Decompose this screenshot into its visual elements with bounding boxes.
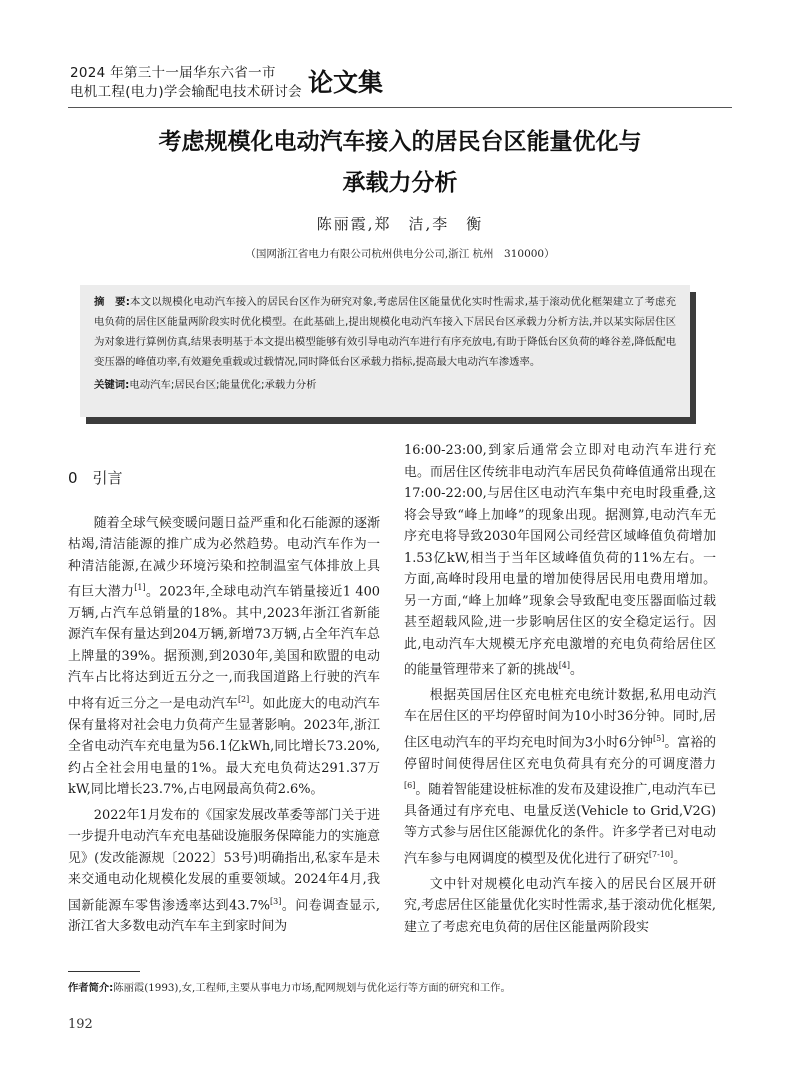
conference-line-2: 电机工程(电力)学会输配电技术研讨会 — [70, 84, 302, 100]
citation: [6] — [404, 781, 416, 791]
footnote-text: 陈丽霞(1993),女,工程师,主要从事电力市场,配网规划与优化运行等方面的研究和工作。 — [113, 982, 511, 994]
text-run: 。 — [673, 851, 687, 867]
proceedings-badge: 论文集 — [308, 68, 384, 97]
text-run: 随着全球气候变暖问题日益严重和化石能源的逐渐枯竭,清洁能源的推广成为必然趋势。电动汽车作为一种清洁能源,在减少环境污染和控制温室气体排放上具有巨大潜力 — [68, 515, 380, 600]
paragraph — [404, 440, 716, 681]
header-rule — [68, 107, 732, 108]
author-list: 陈丽霞,郑 洁,李 衡 — [316, 215, 484, 233]
text-run: 。问卷调查显示,浙江省大多数电动汽车车主到家时间为 — [68, 897, 380, 935]
running-header — [70, 62, 730, 108]
paper-title — [60, 122, 740, 204]
paragraph — [68, 513, 380, 801]
footnote-label: 作者简介: — [68, 982, 114, 994]
text-run: 。随着智能建设桩标准的发布及建设推广,电动汽车已具备通过有序充电、电量反送(Vehicle to Grid,V2G)等方式参与居住区能源优化的条件。许多学者已对电动汽车参与电网调度的模型及优化进行了研究 — [404, 782, 716, 867]
keywords-text: 电动汽车;居民台区;能量优化;承载力分析 — [129, 379, 317, 391]
paragraph: 文中针对规模化电动汽车接入的居民台区展开研究,考虑居住区能量优化实时性需求,基于滚动优化框架,建立了考虑充电负荷的居住区能量两阶段实 — [404, 876, 716, 935]
conference-name — [70, 64, 302, 102]
citation: [2] — [237, 694, 250, 704]
keywords — [94, 375, 676, 395]
text-run: 。富裕的停留时间使得居住区充电负荷具有充分的可调度潜力 — [404, 735, 716, 772]
citation: [3] — [270, 896, 282, 906]
text-run: 16:00-23:00,到家后通常会立即对电动汽车进行充电。而居住区传统非电动汽车居民负荷峰值通常出现在17:00-22:00,与居住区电动汽车集中充电时段重叠,这将会导致“峰上加峰”的现象出现。据测算,电动汽车无序充电将导致2030年国网公司经营区域峰值负荷增加1.53亿kW,相当于当年区域峰值负荷的11%左右。一方面,高峰时段用电量的增加使得居民用电费用增加。另一方面,“峰上加峰”现象会导致配电变压器面临过载甚至超载风险,进一步影响居住区的安全稳定运行。因此,电动汽车大规模无序充电激增的充电负荷给居住区的能量管理带来了新的挑战 — [404, 443, 716, 678]
paragraph — [404, 685, 716, 870]
abstract-box — [80, 285, 690, 417]
left-column — [68, 440, 380, 938]
section-heading: 0 引言 — [68, 469, 123, 487]
paragraph — [68, 805, 380, 938]
title-line-1: 考虑规模化电动汽车接入的居民台区能量优化与 — [158, 129, 642, 155]
citation: [4] — [558, 661, 571, 670]
citation: [1] — [134, 583, 146, 592]
author-bio-footnote — [68, 979, 511, 994]
conference-line-1: 2024 年第三十一届华东六省一市 — [70, 65, 276, 81]
abstract-text: 本文以规模化电动汽车接入的居民台区作为研究对象,考虑居住区能量优化实时性需求,基于滚动优化框架建立了考虑充电负荷的居住区能量两阶段实时优化模型。在此基础上,提出规模化电动汽车接入下居民台区承载力分析方法,并以某实际居住区为对象进行算例仿真,结果表明基于本文提出模型能够有效引导电动汽车进行有序充放电,有助于降低台区负荷的峰谷差,降低配电变压器的峰值功率,有效避免重载或过载情况,同时降低台区承载力指标,提高最大电动汽车渗透率。 — [94, 296, 676, 368]
abstract-label: 摘 要: — [94, 296, 130, 308]
page-number: 192 — [68, 1017, 93, 1032]
citation: [7-10] — [648, 849, 674, 859]
right-column — [404, 440, 716, 938]
abstract — [94, 292, 676, 372]
text-run: 。2023年,全球电动汽车销量接近1 400万辆,占汽车总销量的18%。其中,2023年浙江省新能源汽车保有量达到204万辆,新增73万辆,占全年汽车总上牌量的39%。据预测,到2030年,美国和欧盟的电动汽车占比将达到近五分之一,而我国道路上行驶的汽车中将有近三分之一是电动汽车 — [68, 584, 381, 712]
text-run: 。 — [570, 662, 583, 678]
text-run: 根据英国居住区充电桩充电统计数据,私用电动汽车在居住区的平均停留时间为10小时36分钟。同时,居住区电动汽车的平均充电时间为3小时6分钟 — [404, 687, 716, 751]
title-line-2: 承载力分析 — [342, 170, 458, 196]
affiliation: （国网浙江省电力有限公司杭州供电分公司,浙江 杭州 310000） — [245, 248, 555, 260]
footnote-rule — [68, 971, 140, 972]
citation: [5] — [652, 733, 665, 743]
text-run: 2022年1月发布的《国家发展改革委等部门关于进一步提升电动汽车充电基础设施服务保障能力的实施意见》(发改能源规〔2022〕53号)明确指出,私家车是未来交通电动化规模化发展的重要领域。2024年4月,我国新能源车零售渗透率达到43.7% — [68, 807, 380, 913]
keywords-label: 关键词: — [94, 379, 130, 391]
text-run: 。如此庞大的电动汽车保有量将对社会电力负荷产生显著影响。2023年,浙江全省电动汽车充电量为56.1亿kWh,同比增长73.20%,约占全社会用电量的1%。最大充电负荷达291.37万kW,同比增长23.7%,占电网最高负荷2.6%。 — [68, 696, 381, 798]
